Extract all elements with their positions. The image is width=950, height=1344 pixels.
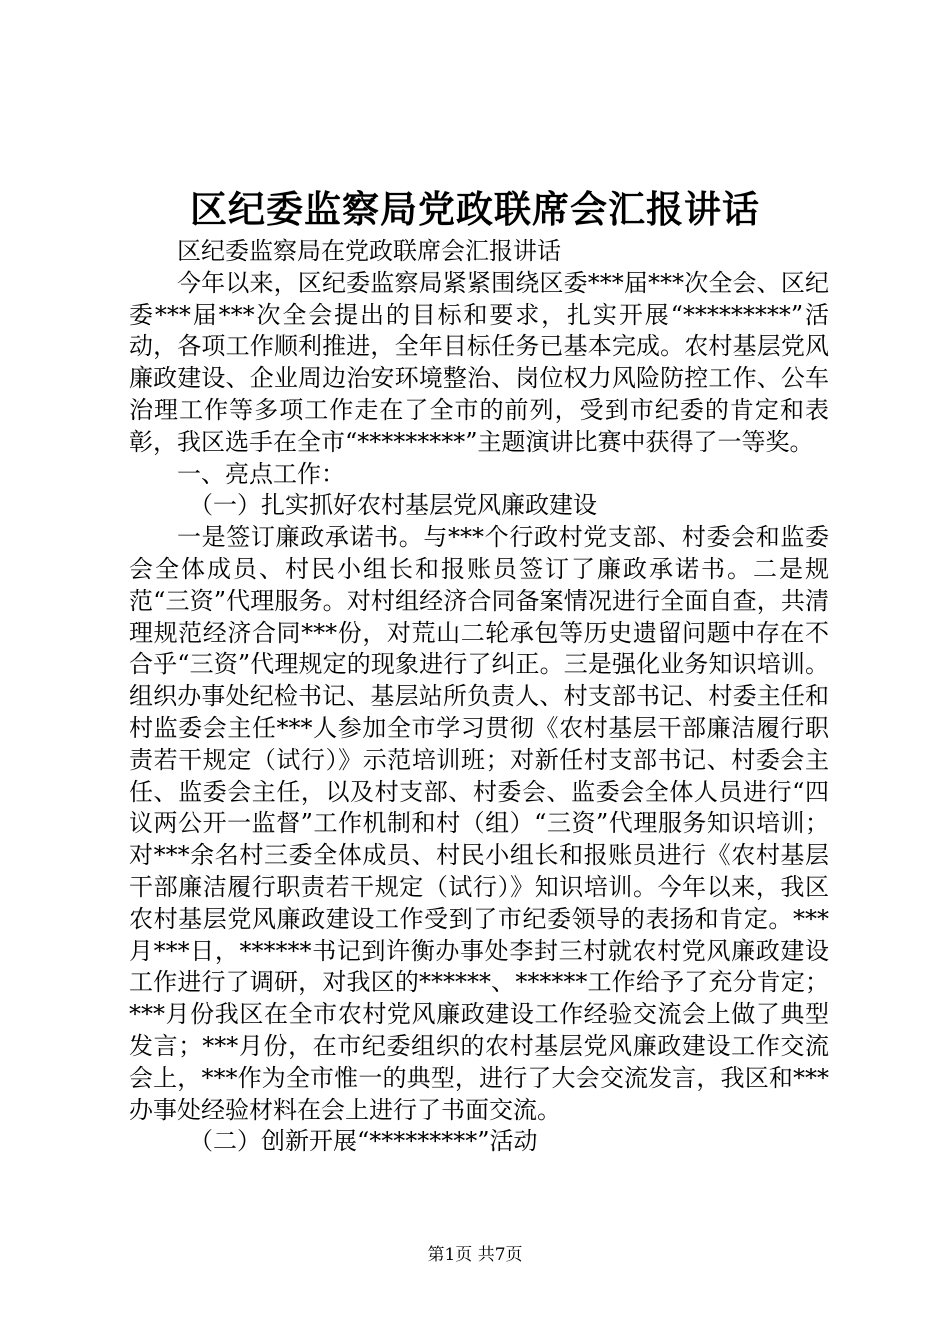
- subsection-heading-2: （二）创新开展“*********”活动: [189, 1127, 538, 1156]
- body-paragraph: 一是签订廉政承诺书。与***个行政村党支部、村委会和监委会全体成员、村民小组长和报账员签订了廉政承诺书。二是规范“三资”代理服务。对村组经济合同备案情况进行全面自查，共清理规范经济合同***份，对荒山二轮承包等历史遗留问题中存在不合乎“三资”代理规定的现象进行了纠正。三是强化业务知识培训。组织办事处纪检书记、基层站所负责人、村支部书记、村委主任和村监委会主任***人参加全市学习贯彻《农村基层干部廉洁履行职责若干规定（试行）》示范培训班；对新任村支部书记、村委会主任、监委会主任，以及村支部、村委会、监委会全体人员进行“四议两公开一监督”工作机制和村（组）“三资”代理服务知识培训；对***余名村三委全体成员、村民小组长和报账员进行《农村基层干部廉洁履行职责若干规定（试行）》知识培训。今年以来，我区农村基层党风廉政建设工作受到了市纪委领导的表扬和肯定。***月***日，******书记到许衡办事处李封三村就农村党风廉政建设工作进行了调研，对我区的******、******工作给予了充分肯定；***月份我区在全市农村党风廉政建设工作经验交流会上做了典型发言；***月份，在市纪委组织的农村基层党风廉政建设工作交流会上，***作为全市惟一的典型，进行了大会交流发言，我区和***办事处经验材料在会上进行了书面交流。: [129, 523, 829, 1124]
- subsection-heading-1: （一）扎实抓好农村基层党风廉政建设: [189, 491, 597, 520]
- page-title: 区纪委监察局党政联席会汇报讲话: [190, 187, 760, 231]
- intro-paragraph: 今年以来，区纪委监察局紧紧围绕区委***届***次全会、区纪委***届***次全会提出的目标和要求，扎实开展“*********”活动，各项工作顺利推进，全年目标任务已基本完成。农村基层党风廉政建设、企业周边治安环境整治、岗位权力风险防控工作、公车治理工作等多项工作走在了全市的前列，受到市纪委的肯定和表彰，我区选手在全市“*********”主题演讲比赛中获得了一等奖。: [129, 268, 829, 456]
- page-footer: 第1页 共7页: [427, 1245, 523, 1265]
- section-heading: 一、亮点工作：: [177, 459, 345, 488]
- document-body: [129, 236, 829, 1158]
- subtitle-paragraph: 区纪委监察局在党政联席会汇报讲话: [177, 237, 561, 265]
